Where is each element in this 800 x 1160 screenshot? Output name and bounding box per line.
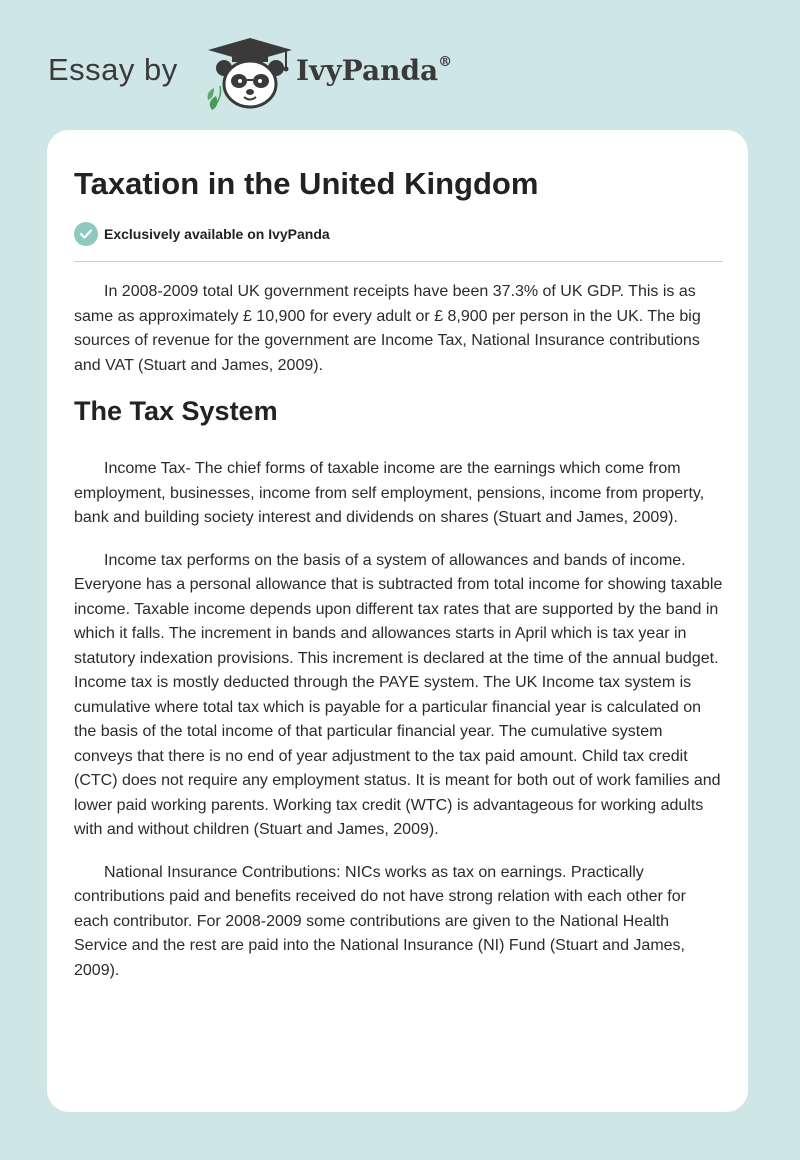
essay-by-label: Essay by — [48, 52, 178, 87]
registered-mark: ® — [438, 53, 453, 70]
ivypanda-brand[interactable] — [296, 54, 452, 87]
check-icon — [74, 222, 98, 246]
exclusive-badge — [74, 222, 330, 246]
essay-title: Taxation in the United Kingdom — [74, 166, 539, 201]
site-header — [48, 30, 468, 110]
brand-name: IvyPanda — [296, 54, 439, 87]
paragraph: Income Tax- The chief forms of taxable income are the earnings which come from employment, businesses, income from self employment, pensions, income from property, bank and building society interest and dividends on shares (Stuart and James, 2009). — [74, 460, 705, 526]
paragraph: Income tax performs on the basis of a system of allowances and bands of income. Everyone has a personal allowance that is subtracted from total income for showing taxable income. Taxable income depends upon different tax rates that are supported by the band in which it falls. The increment in bands and allowances starts in April which is tax year in statutory indexation provisions. This increment is declared at the time of the annual budget. Income tax is mostly deducted through the PAYE system. The UK Income tax system is cumulative where total tax which is payable for a particular financial year is calculated on the basis of the total income of that particular financial year. The cumulative system conveys that there is no end of year adjustment to the tax paid amount. Child tax credit (CTC) does not require any employment status. It is meant for both out of work families and lower paid working parents. Working tax credit (WTC) is advantageous for working adults with and without children (Stuart and James, 2009). — [74, 551, 723, 838]
title-divider — [74, 261, 723, 262]
ivypanda-logo-icon[interactable] — [198, 36, 298, 110]
section-heading: The Tax System — [74, 396, 278, 426]
paragraph: In 2008-2009 total UK government receipts have been 37.3% of UK GDP. This is as same as approximately £ 10,900 for every adult or £ 8,900 per person in the UK. The big sources of revenue for the government are Income Tax, National Insurance contributions and VAT (Stuart and James, 2009). — [74, 283, 701, 374]
essay-card — [47, 130, 748, 1112]
essay-body — [74, 280, 723, 1001]
exclusive-badge-label: Exclusively available on IvyPanda — [104, 226, 330, 242]
paragraph: National Insurance Contributions: NICs works as tax on earnings. Practically contributions paid and benefits received do not have strong relation with each other for each contributor. For 2008-2009 some contributions are given to the National Health Service and the rest are paid into the National Insurance (NI) Fund (Stuart and James, 2009). — [74, 863, 686, 979]
